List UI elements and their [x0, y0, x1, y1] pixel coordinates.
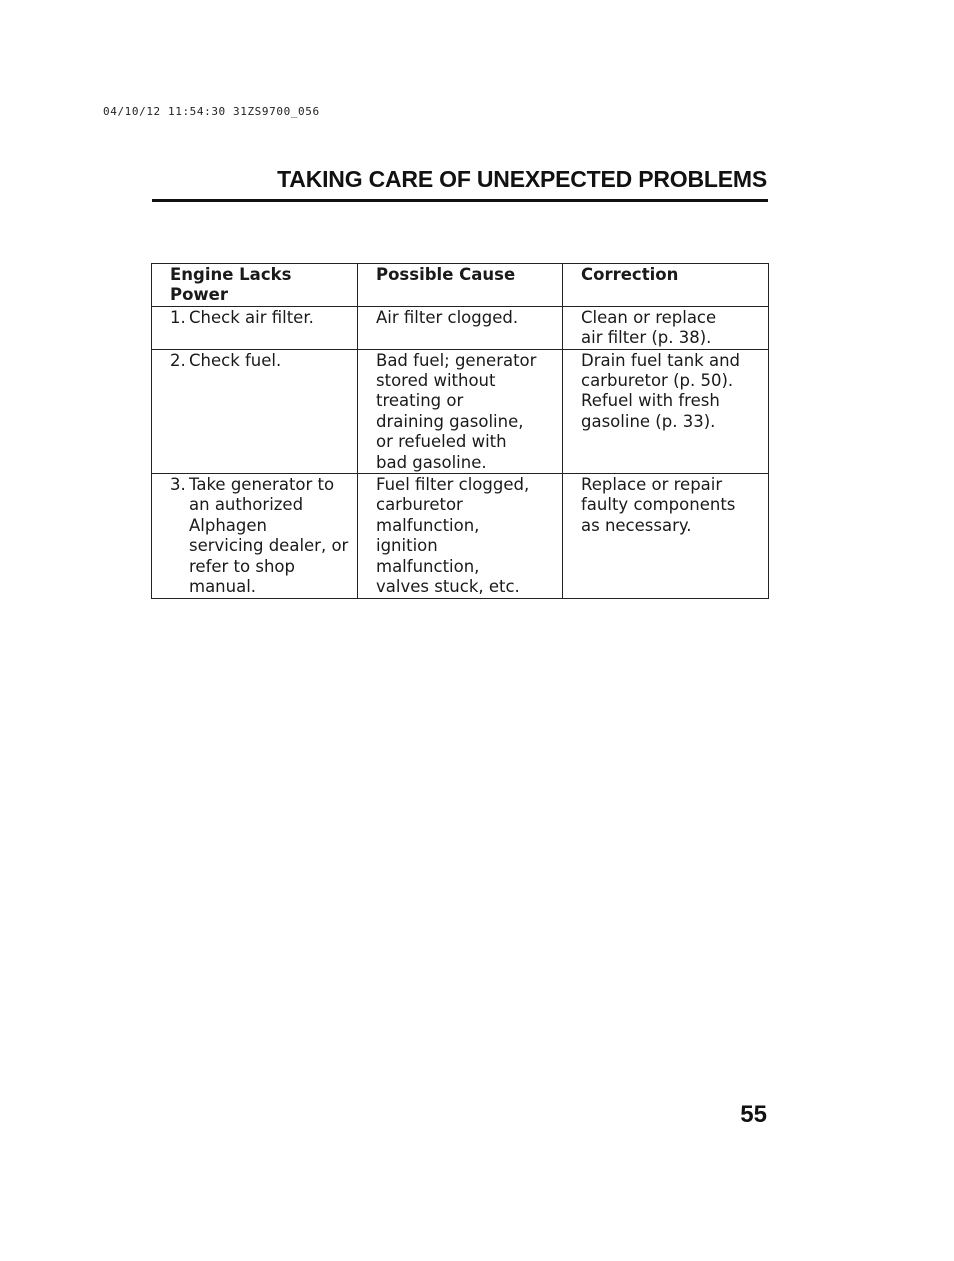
cause-line: valves stuck, etc. — [376, 577, 520, 597]
correction-cell — [563, 349, 769, 473]
page-title: TAKING CARE OF UNEXPECTED PROBLEMS — [277, 166, 767, 192]
print-timestamp: 04/10/12 11:54:30 31ZS9700_056 — [103, 105, 320, 118]
cause-line: Fuel filter clogged, — [376, 475, 530, 495]
header-symptom — [152, 264, 358, 307]
cause-line: stored without — [376, 371, 496, 391]
correction-line: gasoline (p. 33). — [581, 411, 716, 431]
troubleshooting-table — [151, 263, 769, 599]
cause-line: Bad fuel; generator — [376, 350, 537, 370]
correction-line: Drain fuel tank and — [581, 350, 741, 370]
correction-cell — [563, 474, 769, 598]
step-number: 2. — [170, 350, 186, 370]
cause-line: treating or — [376, 391, 464, 411]
table-row — [152, 306, 769, 349]
correction-line: Replace or repair — [581, 475, 723, 495]
step-number: 3. — [170, 475, 186, 495]
header-symptom-line: Power — [170, 285, 228, 305]
cause-line: draining gasoline, — [376, 411, 524, 431]
check-cell — [152, 306, 358, 349]
check-line: refer to shop — [189, 556, 295, 576]
correction-cell — [563, 306, 769, 349]
cause-line: malfunction, — [376, 556, 480, 576]
check-line: Take generator to — [189, 475, 335, 495]
cause-line: bad gasoline. — [376, 452, 487, 472]
correction-line: air filter (p. 38). — [581, 328, 712, 348]
check-cell — [152, 474, 358, 598]
cause-cell — [358, 349, 563, 473]
header-correction: Correction — [563, 264, 769, 307]
title-underline — [152, 199, 768, 202]
check-line: an authorized — [189, 495, 304, 515]
header-cause: Possible Cause — [358, 264, 563, 307]
check-line: servicing dealer, or — [189, 536, 349, 556]
cause-line: carburetor — [376, 495, 463, 515]
correction-line: Refuel with fresh — [581, 391, 720, 411]
table-row — [152, 349, 769, 473]
cause-line: malfunction, — [376, 515, 480, 535]
cause-line: Air filter clogged. — [376, 307, 519, 327]
header-symptom-line: Engine Lacks — [170, 265, 292, 284]
cause-cell — [358, 474, 563, 598]
step-number: 1. — [170, 307, 186, 327]
check-cell — [152, 349, 358, 473]
check-line: Alphagen — [189, 515, 267, 535]
table-row — [152, 474, 769, 598]
page-number: 55 — [740, 1101, 767, 1128]
cause-line: or refueled with — [376, 432, 507, 452]
correction-line: Clean or replace — [581, 307, 717, 327]
correction-line: faulty components — [581, 495, 736, 515]
correction-line: carburetor (p. 50). — [581, 371, 734, 391]
table-header-row — [152, 264, 769, 307]
cause-line: ignition — [376, 536, 438, 556]
cause-cell — [358, 306, 563, 349]
check-line: Check air filter. — [189, 307, 314, 327]
correction-line: as necessary. — [581, 515, 692, 535]
check-line: manual. — [189, 577, 257, 597]
check-line: Check fuel. — [189, 350, 282, 370]
